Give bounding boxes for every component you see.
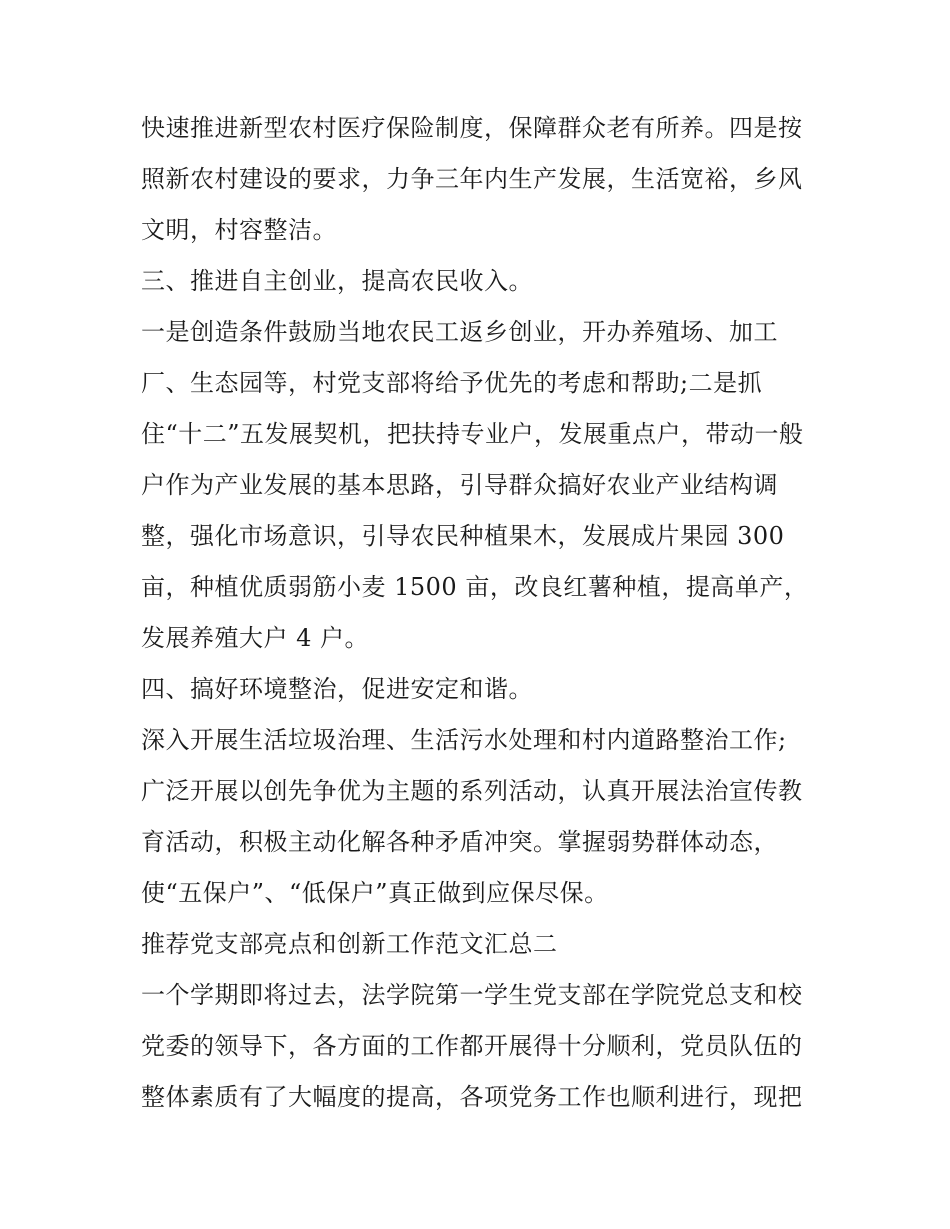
document-body <box>141 103 821 1123</box>
text-line: 发展养殖大户 4 户。 <box>141 624 370 652</box>
section-heading: 三、推进自主创业，提高农民收入。 <box>141 267 533 295</box>
section-heading: 四、搞好环境整治，促进安定和谐。 <box>141 675 533 703</box>
text-line: 广泛开展以创先争优为主题的系列活动，认真开展法治宣传教 <box>141 777 803 805</box>
text-line: 整体素质有了大幅度的提高，各项党务工作也顺利进行，现把 <box>141 1083 803 1111</box>
text-line: 深入开展生活垃圾治理、生活污水处理和村内道路整治工作; <box>141 726 787 754</box>
text-line: 一是创造条件鼓励当地农民工返乡创业，开办养殖场、加工 <box>141 318 778 346</box>
text-line: 户作为产业发展的基本思路，引导群众搞好农业产业结构调 <box>141 471 778 499</box>
text-line: 育活动，积极主动化解各种矛盾冲突。掌握弱势群体动态， <box>141 828 778 856</box>
text-line: 使“五保户”、“低保户”真正做到应保尽保。 <box>141 879 609 907</box>
text-line: 照新农村建设的要求，力争三年内生产发展，生活宽裕，乡风 <box>141 165 803 193</box>
document-subtitle: 推荐党支部亮点和创新工作范文汇总二 <box>141 930 558 958</box>
text-line: 党委的领导下，各方面的工作都开展得十分顺利，党员队伍的 <box>141 1032 803 1060</box>
text-line: 整，强化市场意识，引导农民种植果木，发展成片果园 300 <box>141 522 785 550</box>
text-line: 亩，种植优质弱筋小麦 1500 亩，改良红薯种植，提高单产， <box>141 573 809 601</box>
text-line: 一个学期即将过去，法学院第一学生党支部在学院党总支和校 <box>141 981 803 1009</box>
text-line: 厂、生态园等，村党支部将给予优先的考虑和帮助;二是抓 <box>141 369 763 397</box>
text-line: 文明，村容整洁。 <box>141 216 337 244</box>
text-line: 住“十二”五发展契机，把扶持专业户，发展重点户，带动一般 <box>141 420 804 448</box>
text-line: 快速推进新型农村医疗保险制度，保障群众老有所养。四是按 <box>141 114 803 142</box>
